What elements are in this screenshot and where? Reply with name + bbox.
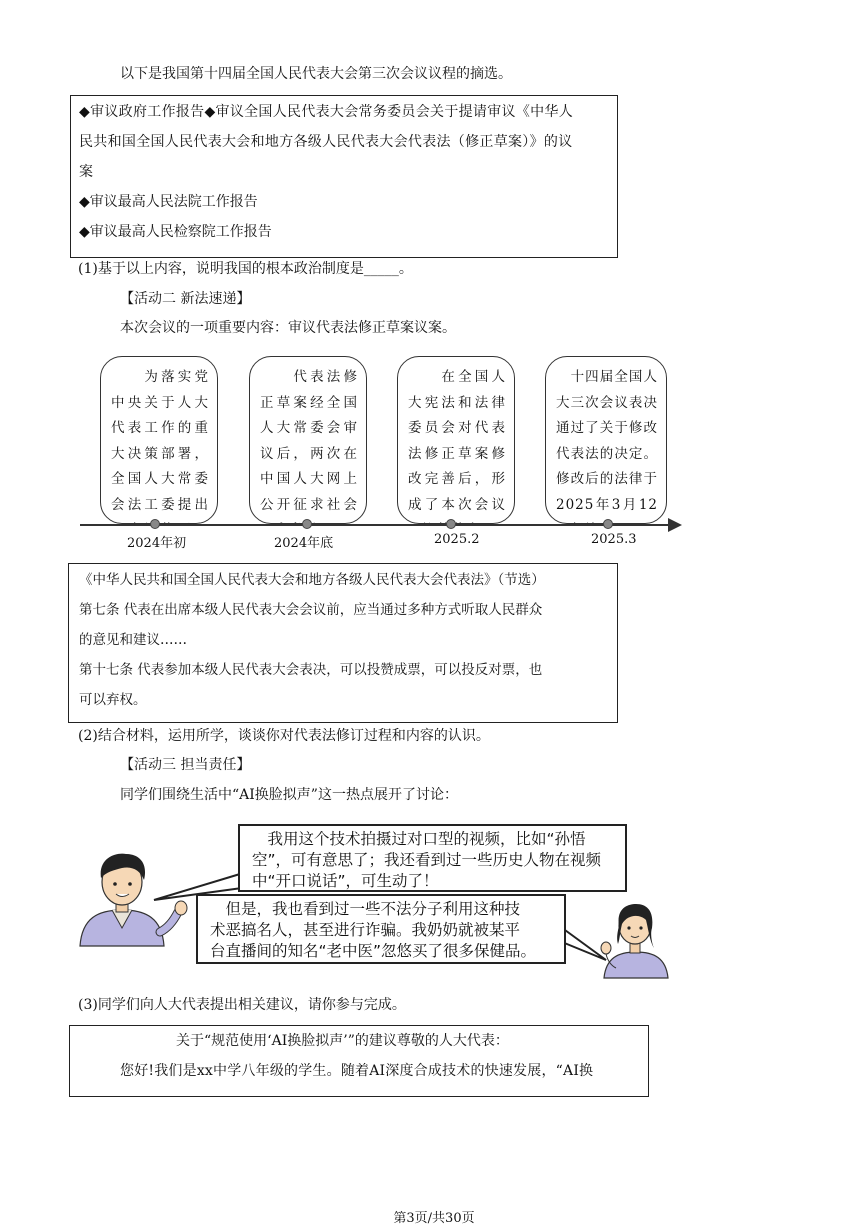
bubble-line: 我用这个技术拍摄过对口型的视频，比如“孙悟 xyxy=(252,830,586,848)
speech-bubble-girl xyxy=(196,894,566,964)
timeline-axis xyxy=(80,524,670,526)
timeline-dot xyxy=(603,519,613,529)
speech-bubble-boy xyxy=(238,824,627,892)
agenda-line: 民共和国全国人民代表大会和地方各级人民代表大会代表法（修正草案）》的议 xyxy=(79,134,573,150)
intro-text: 以下是我国第十四届全国人民代表大会第三次会议议程的摘选。 xyxy=(120,66,512,82)
timeline-card: 十四届全国人大三次会议表决通过了关于修改代表法的决定。修改后的法律于2025年3月12 xyxy=(545,356,667,524)
activity3-intro: 同学们围绕生活中“AI换脸拟声”这一热点展开了讨论： xyxy=(120,787,458,803)
timeline-dot xyxy=(150,519,160,529)
law-line: 第七条 代表在出席本级人民代表大会会议前，应当通过多种方式听取人民群众 xyxy=(79,602,543,618)
question-2: (2)结合材料，运用所学，谈谈你对代表法修订过程和内容的认识。 xyxy=(78,728,490,744)
activity3-title: 【活动三 担当责任】 xyxy=(120,757,251,773)
letter-box xyxy=(69,1025,649,1097)
timeline-card: 代表法修正草案经全国人大常委会审议后，两次在中国人大网上公开征求社会 xyxy=(249,356,367,524)
timeline-card: 在全国人大宪法和法律委员会对代表法修正草案修改完善后，形成了本次会议 xyxy=(397,356,515,524)
page-number: 第3页/共30页 xyxy=(393,1211,475,1226)
timeline-arrow-icon xyxy=(668,518,682,532)
letter-line: 关于“规范使用‘AI换脸拟声’”的建议尊敬的人大代表： xyxy=(176,1033,509,1049)
timeline-card: 为落实党中央关于人大代表工作的重大决策部署，全国人大常委会法工委提出 xyxy=(100,356,218,524)
question-1: (1)基于以上内容，说明我国的根本政治制度是_____。 xyxy=(78,261,413,277)
bubble-line: 台直播间的知名“老中医”忽悠买了很多保健品。 xyxy=(210,942,537,960)
agenda-line: ◆审议政府工作报告◆审议全国人民代表大会常务委员会关于提请审议《中华人 xyxy=(79,104,574,120)
law-line: 第十七条 代表参加本级人民代表大会表决，可以投赞成票，可以投反对票，也 xyxy=(79,662,543,678)
timeline-date: 2024年底 xyxy=(274,536,334,551)
law-excerpt-box xyxy=(68,563,618,723)
bubble-line: 中“开口说话”，可生动了！ xyxy=(252,872,439,890)
agenda-box xyxy=(70,95,618,258)
bubble-line: 术恶搞名人，甚至进行诈骗。我奶奶就被某平 xyxy=(210,921,521,939)
letter-line: 您好!我们是xx中学八年级的学生。随着AI深度合成技术的快速发展，“AI换 xyxy=(120,1063,594,1079)
bubble-line: 但是，我也看到过一些不法分子利用这种技 xyxy=(210,900,521,918)
timeline-dot xyxy=(302,519,312,529)
timeline-date: 2025.3 xyxy=(591,532,637,547)
question-3: (3)同学们向人大代表提出相关建议，请你参与完成。 xyxy=(78,997,406,1013)
timeline-dot xyxy=(446,519,456,529)
girl-illustration xyxy=(592,898,676,980)
activity2-intro: 本次会议的一项重要内容：审议代表法修正草案议案。 xyxy=(120,320,456,336)
agenda-line: ◆审议最高人民检察院工作报告 xyxy=(79,224,272,240)
timeline-date: 2025.2 xyxy=(434,532,480,547)
law-line: 《中华人民共和国全国人民代表大会和地方各级人民代表大会代表法》（节选） xyxy=(79,572,545,588)
timeline-date: 2024年初 xyxy=(127,536,187,551)
agenda-line: 案 xyxy=(79,164,93,180)
bubble-line: 空”，可有意思了；我还看到过一些历史人物在视频 xyxy=(252,851,602,869)
law-line: 的意见和建议…… xyxy=(79,632,187,648)
law-line: 可以弃权。 xyxy=(79,692,147,708)
agenda-line: ◆审议最高人民法院工作报告 xyxy=(79,194,258,210)
activity2-title: 【活动二 新法速递】 xyxy=(120,291,251,307)
